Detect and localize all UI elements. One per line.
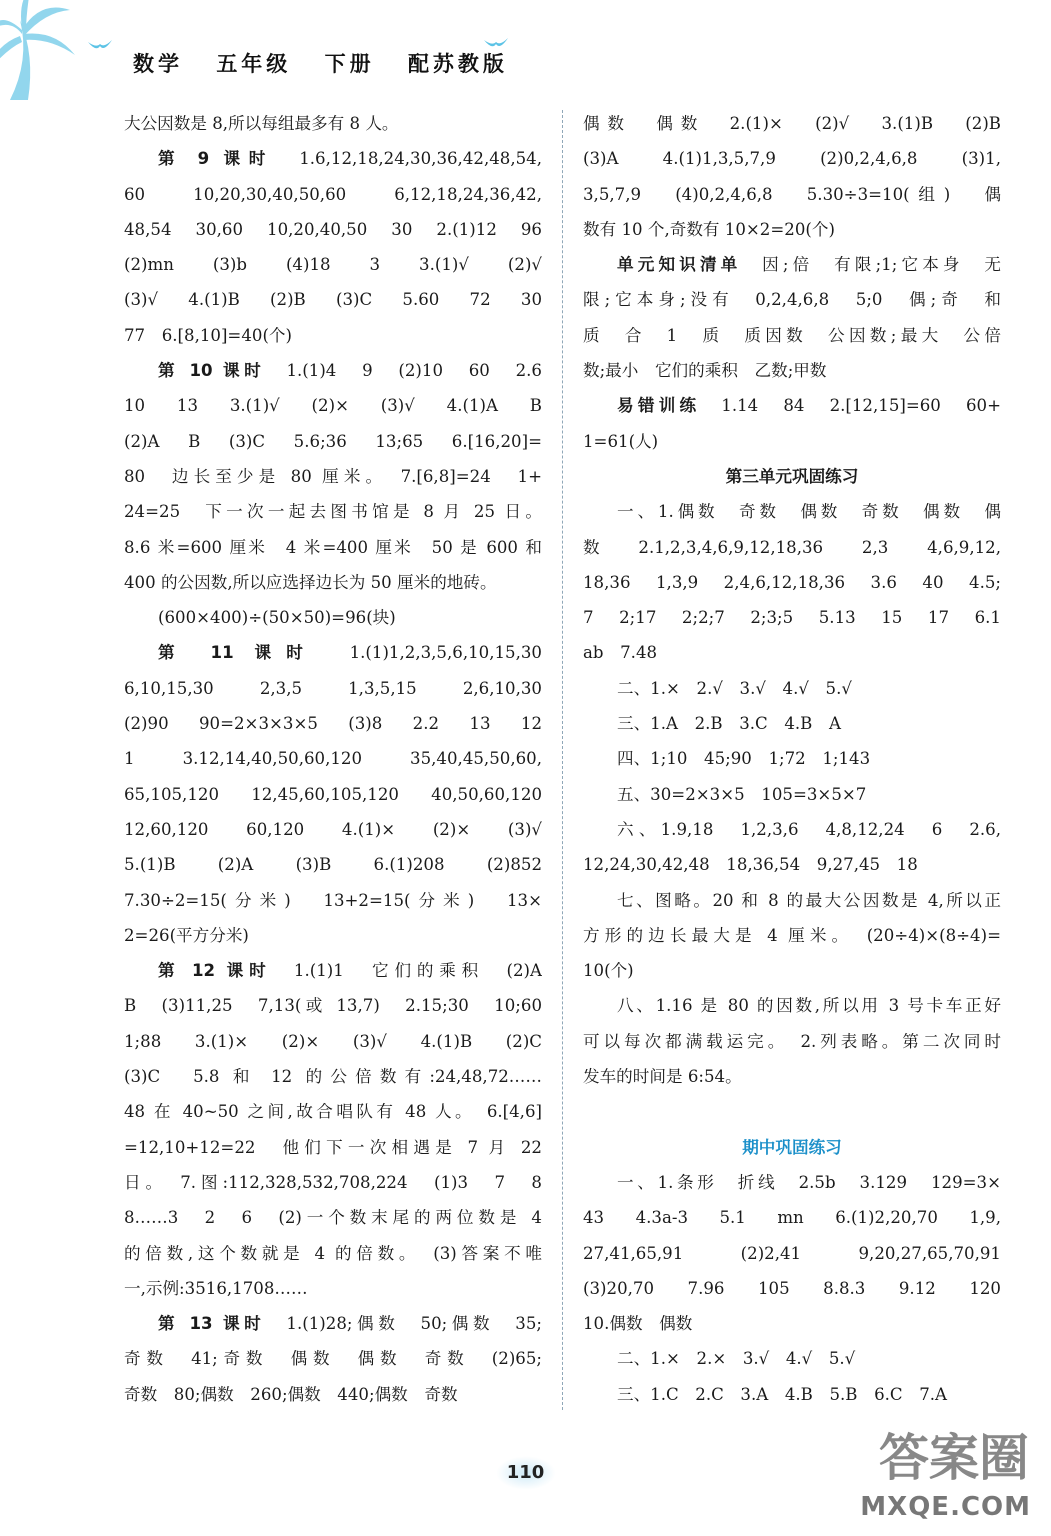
answer-line: 易错训练 1.14 84 2.[12,15]=60 60+ [617,396,1001,416]
answer-line: 第 9 课时 1.6,12,18,24,30,36,42,48,54, [158,149,542,169]
section-label: 第 13 课时 [158,1314,266,1334]
answer-line: 60 10,20,30,40,50,60 6,12,18,24,36,42, [124,184,542,204]
answer-line: 日。 7.图:112,328,532,708,224 (1)3 7 8 [124,1172,542,1192]
page-header [133,48,530,78]
watermark-logo-text: 答案圈 [879,1429,1029,1487]
answer-line: 五、30=2×3×5 105=3×5×7 [617,784,867,804]
answer-line: 65,105,120 12,45,60,105,120 40,50,60,120 [124,784,542,804]
answer-line: 发车的时间是 6:54。 [583,1067,742,1087]
page-number: 110 [506,1462,545,1483]
answer-line: 二、1.× 2.√ 3.√ 4.√ 5.√ [617,678,852,698]
answer-line: (3)√ 4.(1)B (2)B (3)C 5.60 72 30 [124,290,542,310]
answer-line: 10.偶数 偶数 [583,1314,693,1334]
answer-line: 1;88 3.(1)× (2)× (3)√ 4.(1)B (2)C [124,1031,542,1051]
answer-line: 24=25 下一次一起去图书馆是 8 月 25 日。 [124,502,542,522]
answer-line: 18,36 1,3,9 2,4,6,12,18,36 3.6 40 4.5; [583,572,1001,592]
answer-line: (600×400)÷(50×50)=96(块) [158,608,396,628]
section-label: 易错训练 [617,396,701,416]
answer-line: 一、1.条形 折线 2.5b 3.129 129=3× [617,1172,1001,1192]
answer-line: 奇数 80;偶数 260;偶数 440;偶数 奇数 [124,1384,458,1404]
answer-line: 10 13 3.(1)√ (2)× (3)√ 4.(1)A B [124,396,542,416]
answer-line: 80 边长至少是 80 厘米。 7.[6,8]=24 1+ [124,466,542,486]
answer-line: 奇数 41;奇数 偶数 偶数 奇数 (2)65; [124,1349,542,1369]
answer-line: 77 6.[8,10]=40(个) [124,325,292,345]
header-grade: 五年级 [216,52,292,76]
section-label: 第 10 课时 [158,361,266,381]
answer-line: 第三单元巩固练习 [725,466,859,486]
answer-line: 12,60,120 60,120 4.(1)× (2)× (3)√ [124,819,542,839]
bird-icon [88,38,112,54]
palm-tree-decoration [0,0,140,110]
answer-line: 400 的公因数,所以应选择边长为 50 厘米的地砖。 [124,572,497,592]
section-label: 第 11 课时 [158,643,318,663]
answer-line: 2=26(平方分米) [124,925,249,945]
header-volume: 下册 [324,52,375,76]
watermark-url: MXQE.COM [860,1492,1031,1522]
answer-line: 质 合 1 质 质因数 公因数;最大 公倍 [583,325,1001,345]
answer-line: 第 10 课时 1.(1)4 9 (2)10 60 2.6 [158,361,542,381]
answer-line: 数有 10 个,奇数有 10×2=20(个) [583,219,835,239]
left-answer-column [124,106,542,1412]
answer-line: 数 2.1,2,3,4,6,9,12,18,36 2,3 4,6,9,12, [583,537,1001,557]
answer-line: 一,示例:3516,1708…… [124,1278,308,1298]
answer-line: 七、图略。20 和 8 的最大公因数是 4,所以正 [617,890,1001,910]
answer-line: 第 11 课时 1.(1)1,2,3,5,6,10,15,30 [158,643,542,663]
answer-line: 8……3 2 6 (2)一个数末尾的两位数是 4 [124,1208,542,1228]
answer-line: 一、1.偶数 奇数 偶数 奇数 偶数 偶 [617,502,1001,522]
answer-line: 1 3.12,14,40,50,60,120 35,40,45,50,60, [124,749,542,769]
answer-line: 7.30÷2=15(分米) 13+2=15(分米) 13× [124,890,542,910]
answer-line: 偶数 偶数 2.(1)× (2)√ 3.(1)B (2)B [583,114,1001,133]
answer-line: 48,54 30,60 10,20,40,50 30 2.(1)12 96 [124,219,542,239]
answer-line: 3,5,7,9 (4)0,2,4,6,8 5.30÷3=10(组) 偶 [583,184,1001,204]
answer-line: 单元知识清单 因;倍 有限;1;它本身 无 [617,255,1001,275]
answer-line: B (3)11,25 7,13(或 13,7) 2.15;30 10;60 [124,996,542,1016]
answer-line: 6,10,15,30 2,3,5 1,3,5,15 2,6,10,30 [124,678,542,698]
answer-line: (3)A 4.(1)1,3,5,7,9 (2)0,2,4,6,8 (3)1, [583,149,1001,169]
answer-line: (2)mn (3)b (4)18 3 3.(1)√ (2)√ [124,255,542,275]
section-label: 第 12 课时 [158,961,272,981]
header-subject: 数学 [133,52,183,76]
answer-line: (2)90 90=2×3×3×5 (3)8 2.2 13 12 [124,714,542,734]
answer-line: 1=61(人) [583,431,659,451]
answer-line: 48 在 40~50 之间,故合唱队有 48 人。 6.[4,6] [124,1102,542,1122]
answer-line: 43 4.3a-3 5.1 mn 6.(1)2,20,70 1,9, [583,1208,1001,1228]
answer-line: 期中巩固练习 [742,1137,842,1157]
answer-line: 第 12 课时 1.(1)1 它们的乘积 (2)A [158,961,542,981]
answer-line: 12,24,30,42,48 18,36,54 9,27,45 18 [583,855,918,875]
answer-line: =12,10+12=22 他们下一次相遇是 7 月 22 [124,1137,542,1157]
answer-line: 三、1.C 2.C 3.A 4.B 5.B 6.C 7.A [617,1384,948,1404]
answer-line: 大公因数是 8,所以每组最多有 8 人。 [124,114,399,133]
header-edition: 配苏教版 [407,52,508,76]
answer-line: 八、1.16 是 80 的因数,所以用 3 号卡车正好 [617,996,1001,1016]
section-label: 单元知识清单 [617,255,742,275]
answer-line: 7 2;17 2;2;7 2;3;5 5.13 15 17 6.1 [583,608,1001,628]
answer-line: 5.(1)B (2)A (3)B 6.(1)208 (2)852 [124,855,542,875]
answer-line: 第 13 课时 1.(1)28;偶数 50;偶数 35; [158,1314,542,1334]
answer-line: 8.6 米=600 厘米 4 米=400 厘米 50 是 600 和 [124,537,542,557]
answer-line: 方形的边长最大是 4 厘米。 (20÷4)×(8÷4)= [583,925,1001,945]
column-divider [562,110,563,1410]
section-label: 第 9 课时 [158,149,274,169]
answer-line: (3)20,70 7.96 105 8.8.3 9.12 120 [583,1278,1001,1298]
answer-line: 二、1.× 2.× 3.√ 4.√ 5.√ [617,1349,856,1369]
answer-line: (3)C 5.8 和 12 的公倍数有:24,48,72…… [124,1067,542,1087]
answer-line: 10(个) [583,961,634,981]
answer-line: 可以每次都满载运完。 2.列表略。第二次同时 [583,1031,1001,1051]
answer-line: 四、1;10 45;90 1;72 1;143 [617,749,871,769]
answer-line: 三、1.A 2.B 3.C 4.B A [617,714,841,734]
answer-line: ab 7.48 [583,643,658,663]
right-answer-column [583,106,1001,1412]
answer-line: 限;它本身;没有 0,2,4,6,8 5;0 偶;奇 和 [583,290,1001,310]
answer-line: 的倍数,这个数就是 4 的倍数。 (3)答案不唯 [124,1243,542,1263]
answer-line: 27,41,65,91 (2)2,41 9,20,27,65,70,91 [583,1243,1001,1263]
answer-line: 六、1.9,18 1,2,3,6 4,8,12,24 6 2.6, [617,819,1001,839]
answer-line: (2)A B (3)C 5.6;36 13;65 6.[16,20]= [124,431,542,451]
answer-line [583,1094,1001,1129]
answer-line: 数;最小 它们的乘积 乙数;甲数 [583,361,827,381]
